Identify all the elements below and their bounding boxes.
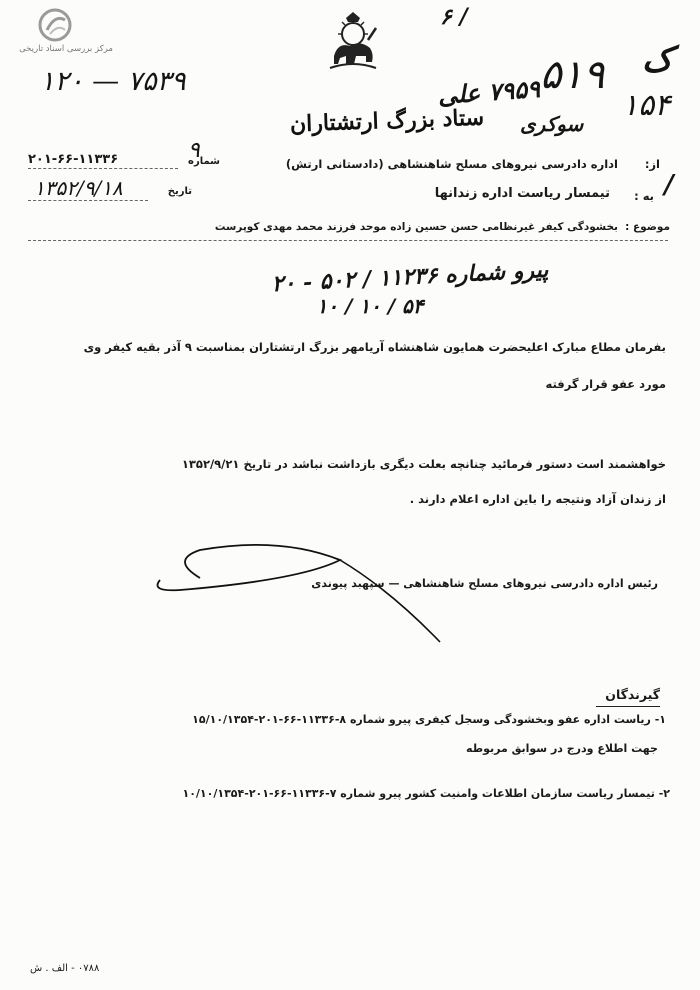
- recipient-2-line-1: ۲- تیمسار ریاست سازمان اطلاعات وامنیت کشور پیرو شماره ۷-۱۱۳۳۶-۶۶-۲۰۱-۱۰/۱۰/۱۳۵۴: [182, 787, 670, 800]
- corner-letter: ک: [642, 40, 673, 80]
- body-paragraph-2-line-2: از زندان آزاد ونتیجه را باین اداره اعلام دارند .: [409, 492, 666, 506]
- handwritten-reference-number: ۷۹۵۹ علی: [436, 73, 541, 110]
- handwritten-ref-line2: ۱۰ / ۱۰ / ۵۴: [316, 294, 424, 318]
- body-paragraph-1-line-1: بفرمان مطاع مبارک اعلیحضرت همایون شاهنشاه آریامهر بزرگ ارتشتاران بمناسبت ۹ آذر بقیه کیفر وی: [83, 340, 666, 354]
- top-right-annotation: ۵۱۹: [540, 52, 605, 98]
- recipient-1-line-2: جهت اطلاع ودرج در سوابق مربوطه: [466, 742, 658, 755]
- number-underline: [28, 168, 178, 169]
- lion-and-sun-emblem: [326, 10, 380, 72]
- subject-divider: [28, 240, 668, 241]
- date-label: تاریخ: [167, 186, 192, 197]
- recipients-heading-underline: [596, 706, 660, 707]
- organization-title: ستاد بزرگ ارتشتاران: [289, 104, 485, 138]
- handwritten-ref-line1: پیرو شماره ۱۱۲۳۶ / ۵۰۲ - ۲۰: [271, 256, 549, 298]
- number-value: ۲۰۱-۶۶-۱۱۳۳۶: [28, 152, 119, 167]
- archive-logo: [38, 8, 72, 42]
- confidential-mark: سوکری: [520, 112, 584, 136]
- subject-label: موضوع :: [625, 221, 670, 233]
- recipients-heading: گیرندگان: [605, 687, 660, 702]
- date-underline: [28, 200, 148, 201]
- lion-and-sun-icon: [326, 10, 380, 72]
- to-label: به :: [634, 189, 654, 203]
- number-label: شماره: [188, 156, 220, 167]
- body-paragraph-2-line-1: خواهشمند است دستور فرمائید چنانچه بعلت دیگری بازداشت نباشد در تاریخ ۱۳۵۲/۹/۲۱: [181, 457, 666, 471]
- top-check-mark: ۶ /: [440, 4, 468, 30]
- signature-line: رئیس اداره دادرسی نیروهای مسلح شاهنشاهی — سپهبد پیوندی: [311, 577, 658, 590]
- watermark-text: مرکز بررسی اسناد تاریخی: [19, 44, 113, 54]
- subject-value: بخشودگی کیفر غیرنظامی حسن حسین زاده موحد فرزند محمد مهدی کوپرست: [214, 221, 618, 233]
- number-handwritten: ۹: [188, 138, 200, 163]
- body-paragraph-1-line-2: مورد عفو قرار گرفته: [545, 377, 666, 391]
- recipient-1-line-1: ۱- ریاست اداره عفو وبخشودگی وسجل کیفری پیرو شماره ۸-۱۱۳۳۶-۶۶-۲۰۱-۱۵/۱۰/۱۳۵۴: [192, 713, 666, 726]
- archive-logo-icon: [38, 8, 72, 42]
- from-label: از:: [644, 157, 660, 171]
- form-code: ۰۷۸۸ - الف . ش: [30, 963, 100, 974]
- to-checkmark: /: [664, 170, 674, 200]
- corner-number: ۱۵۴: [622, 88, 671, 123]
- to-value: تیمسار ریاست اداره زندانها: [434, 186, 610, 201]
- signature-scribble: [140, 530, 460, 650]
- reference-handwritten-left: ۱۲۰ — ۷۵۳۹: [40, 66, 186, 97]
- signature-icon: [140, 530, 460, 650]
- date-value: ۱۳۵۲/۹/۱۸: [34, 176, 123, 200]
- from-value: اداره دادرسی نیروهای مسلح شاهنشاهی (دادستانی ارتش): [285, 157, 618, 171]
